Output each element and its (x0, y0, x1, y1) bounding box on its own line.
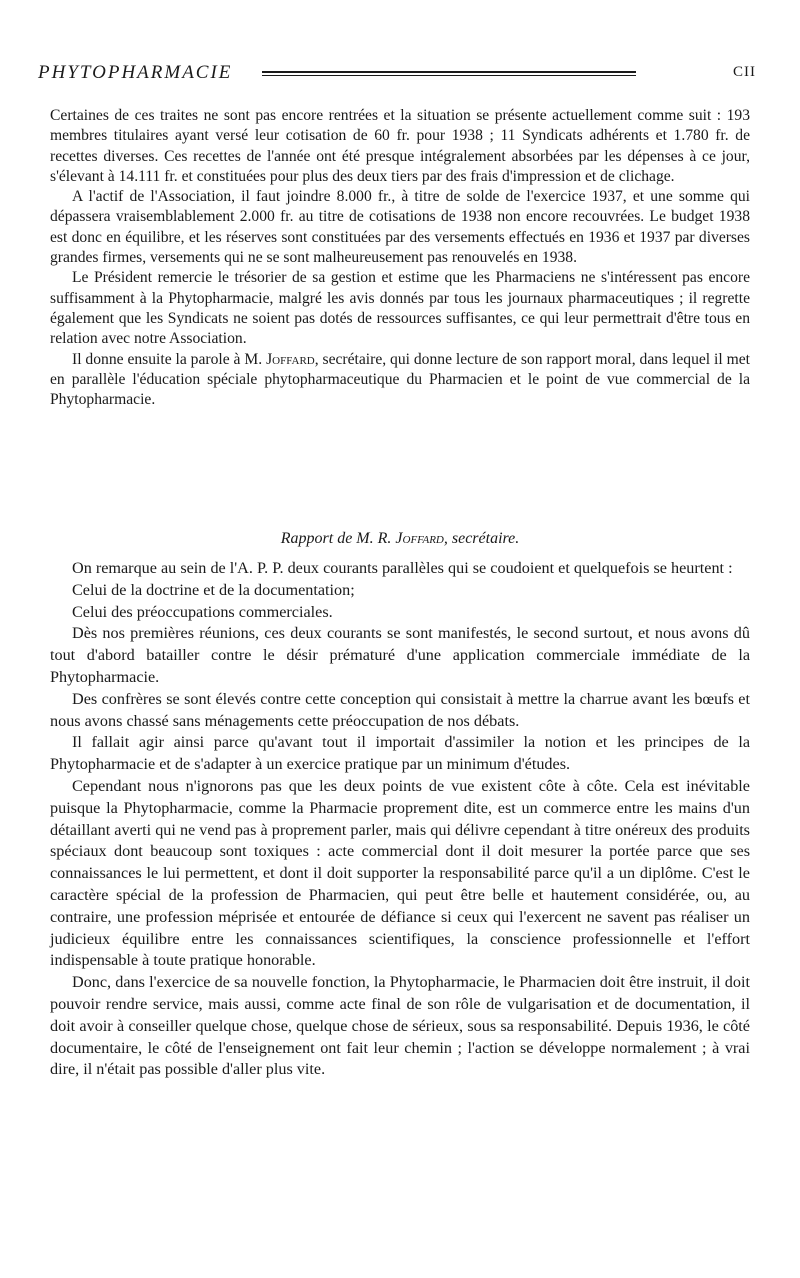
paragraph (50, 350, 750, 411)
paragraph: Cependant nous n'ignorons pas que les deux points de vue existent côte à côte. Cela est inévitable puisque la Phytopharmacie, comme la Pharmacie proprement dite, est un commerce entre les mains d'un détaillant averti qui ne vend pas à proprement parler, mais qui délivre cependant à titre onéreux des produits spéciaux dont beaucoup sont toxiques : acte commercial dont il doit mesurer la portée parce que ses connaissances le lui permettent, et dont il doit supporter la responsabilité parce qu'il a un diplôme. C'est le caractère spécial de la profession de Pharmacien, qui peut être belle et hautement considérée, ou, au contraire, une profession méprisée et entourée de défiance si ceux qui l'exercent ne savent pas réaliser un judicieux équilibre entre les connaissances scientifiques, la conscience professionnelle et l'effort indispensable à toute pratique honorable. (50, 776, 750, 970)
person-name: Joffard (266, 350, 315, 368)
paragraph: Dès nos premières réunions, ces deux courants se sont manifestés, le second surtout, et nous avons dû tout d'abord batailler contre le désir prématuré d'une application commerciale immédiate de la Phytopharmacie. (50, 624, 750, 686)
paragraph-text: , secrétaire, qui donne lecture de son rapport moral, dans lequel il met en parallèle l'éducation spéciale phytopharmaceutique du Pharmacien et le point de vue commercial de la Phytopharmacie. (50, 350, 750, 409)
paragraph: On remarque au sein de l'A. P. P. deux courants parallèles qui se coudoient et quelquefois se heurtent : (72, 559, 733, 577)
paragraph: Le Président remercie le trésorier de sa gestion et estime que les Pharmaciens ne s'intéressent pas encore suffisamment à la Phytopharmacie, malgré les avis donnés par tous les journaux pharmaceutiques ; il regrette également que les Syndicats ne soient pas dotés de ressources suffisantes, ce qui leur permettrait d'être tous en relation avec notre Association. (50, 269, 750, 348)
page-number: CII (733, 64, 756, 80)
paragraph: Des confrères se sont élevés contre cette conception qui consistait à mettre la charrue avant les bœufs et nous avons chassé sans ménagements cette préoccupation de nos débats. (50, 689, 750, 730)
list-item: Celui de la doctrine et de la documentation; (72, 580, 355, 599)
list-item: Celui des préoccupations commerciales. (72, 602, 333, 621)
header-double-rule (262, 71, 636, 76)
section-heading (50, 530, 750, 548)
paragraph: Il fallait agir ainsi parce qu'avant tout il importait d'assimiler la notion et les principes de la Phytopharmacie et de s'adapter à un exercice pratique par un minimum d'études. (50, 733, 750, 774)
running-header (38, 62, 756, 86)
treasurer-report-text (50, 106, 750, 410)
paragraph: A l'actif de l'Association, il faut joindre 8.000 fr., à titre de solde de l'exercice 1937, et une somme qui dépassera vraisemblablement 2.000 fr. au titre de cotisations de 1938 non encore recouvrées. Le budget 1938 est donc en équilibre, et les réserves sont constituées par des versements effectués en 1936 et 1937 par diverses grandes firmes, versements qui ne se sont malheureusement pas renouvelés en 1938. (50, 188, 750, 267)
paragraph: Donc, dans l'exercice de sa nouvelle fonction, la Phytopharmacie, le Pharmacien doit être instruit, il doit pouvoir rendre service, mais aussi, comme acte final de son rôle de vulgarisation et de documentation, il doit avoir à conseiller quelque chose, quelque chose de sérieux, sous sa responsabilité. Depuis 1936, le côté documentaire, le côté de l'enseignement ont fait leur chemin ; l'action se développe normalement ; à vrai dire, il n'était pas possible d'aller plus vite. (50, 973, 750, 1079)
running-title: PHYTOPHARMACIE (38, 62, 233, 83)
section-heading-text: Rapport de M. R. (280, 530, 396, 547)
section-heading-text: , secrétaire. (443, 530, 520, 547)
paragraph-text: Il donne ensuite la parole à M. (72, 350, 267, 368)
secretary-report-text (50, 558, 750, 1081)
person-name: Joffard (395, 530, 444, 547)
paragraph: Certaines de ces traites ne sont pas encore rentrées et la situation se présente actuellement comme suit : 193 membres titulaires ayant versé leur cotisation de 60 fr. pour 1938 ; 11 Syndicats adhérents et 1.780 fr. de recettes diverses. Ces recettes de l'année ont été presque intégralement absorbées par les dépenses à ce jour, s'élevant à 14.111 fr. et constituées pour plus des deux tiers par des frais d'impression et de clichage. (50, 107, 750, 185)
